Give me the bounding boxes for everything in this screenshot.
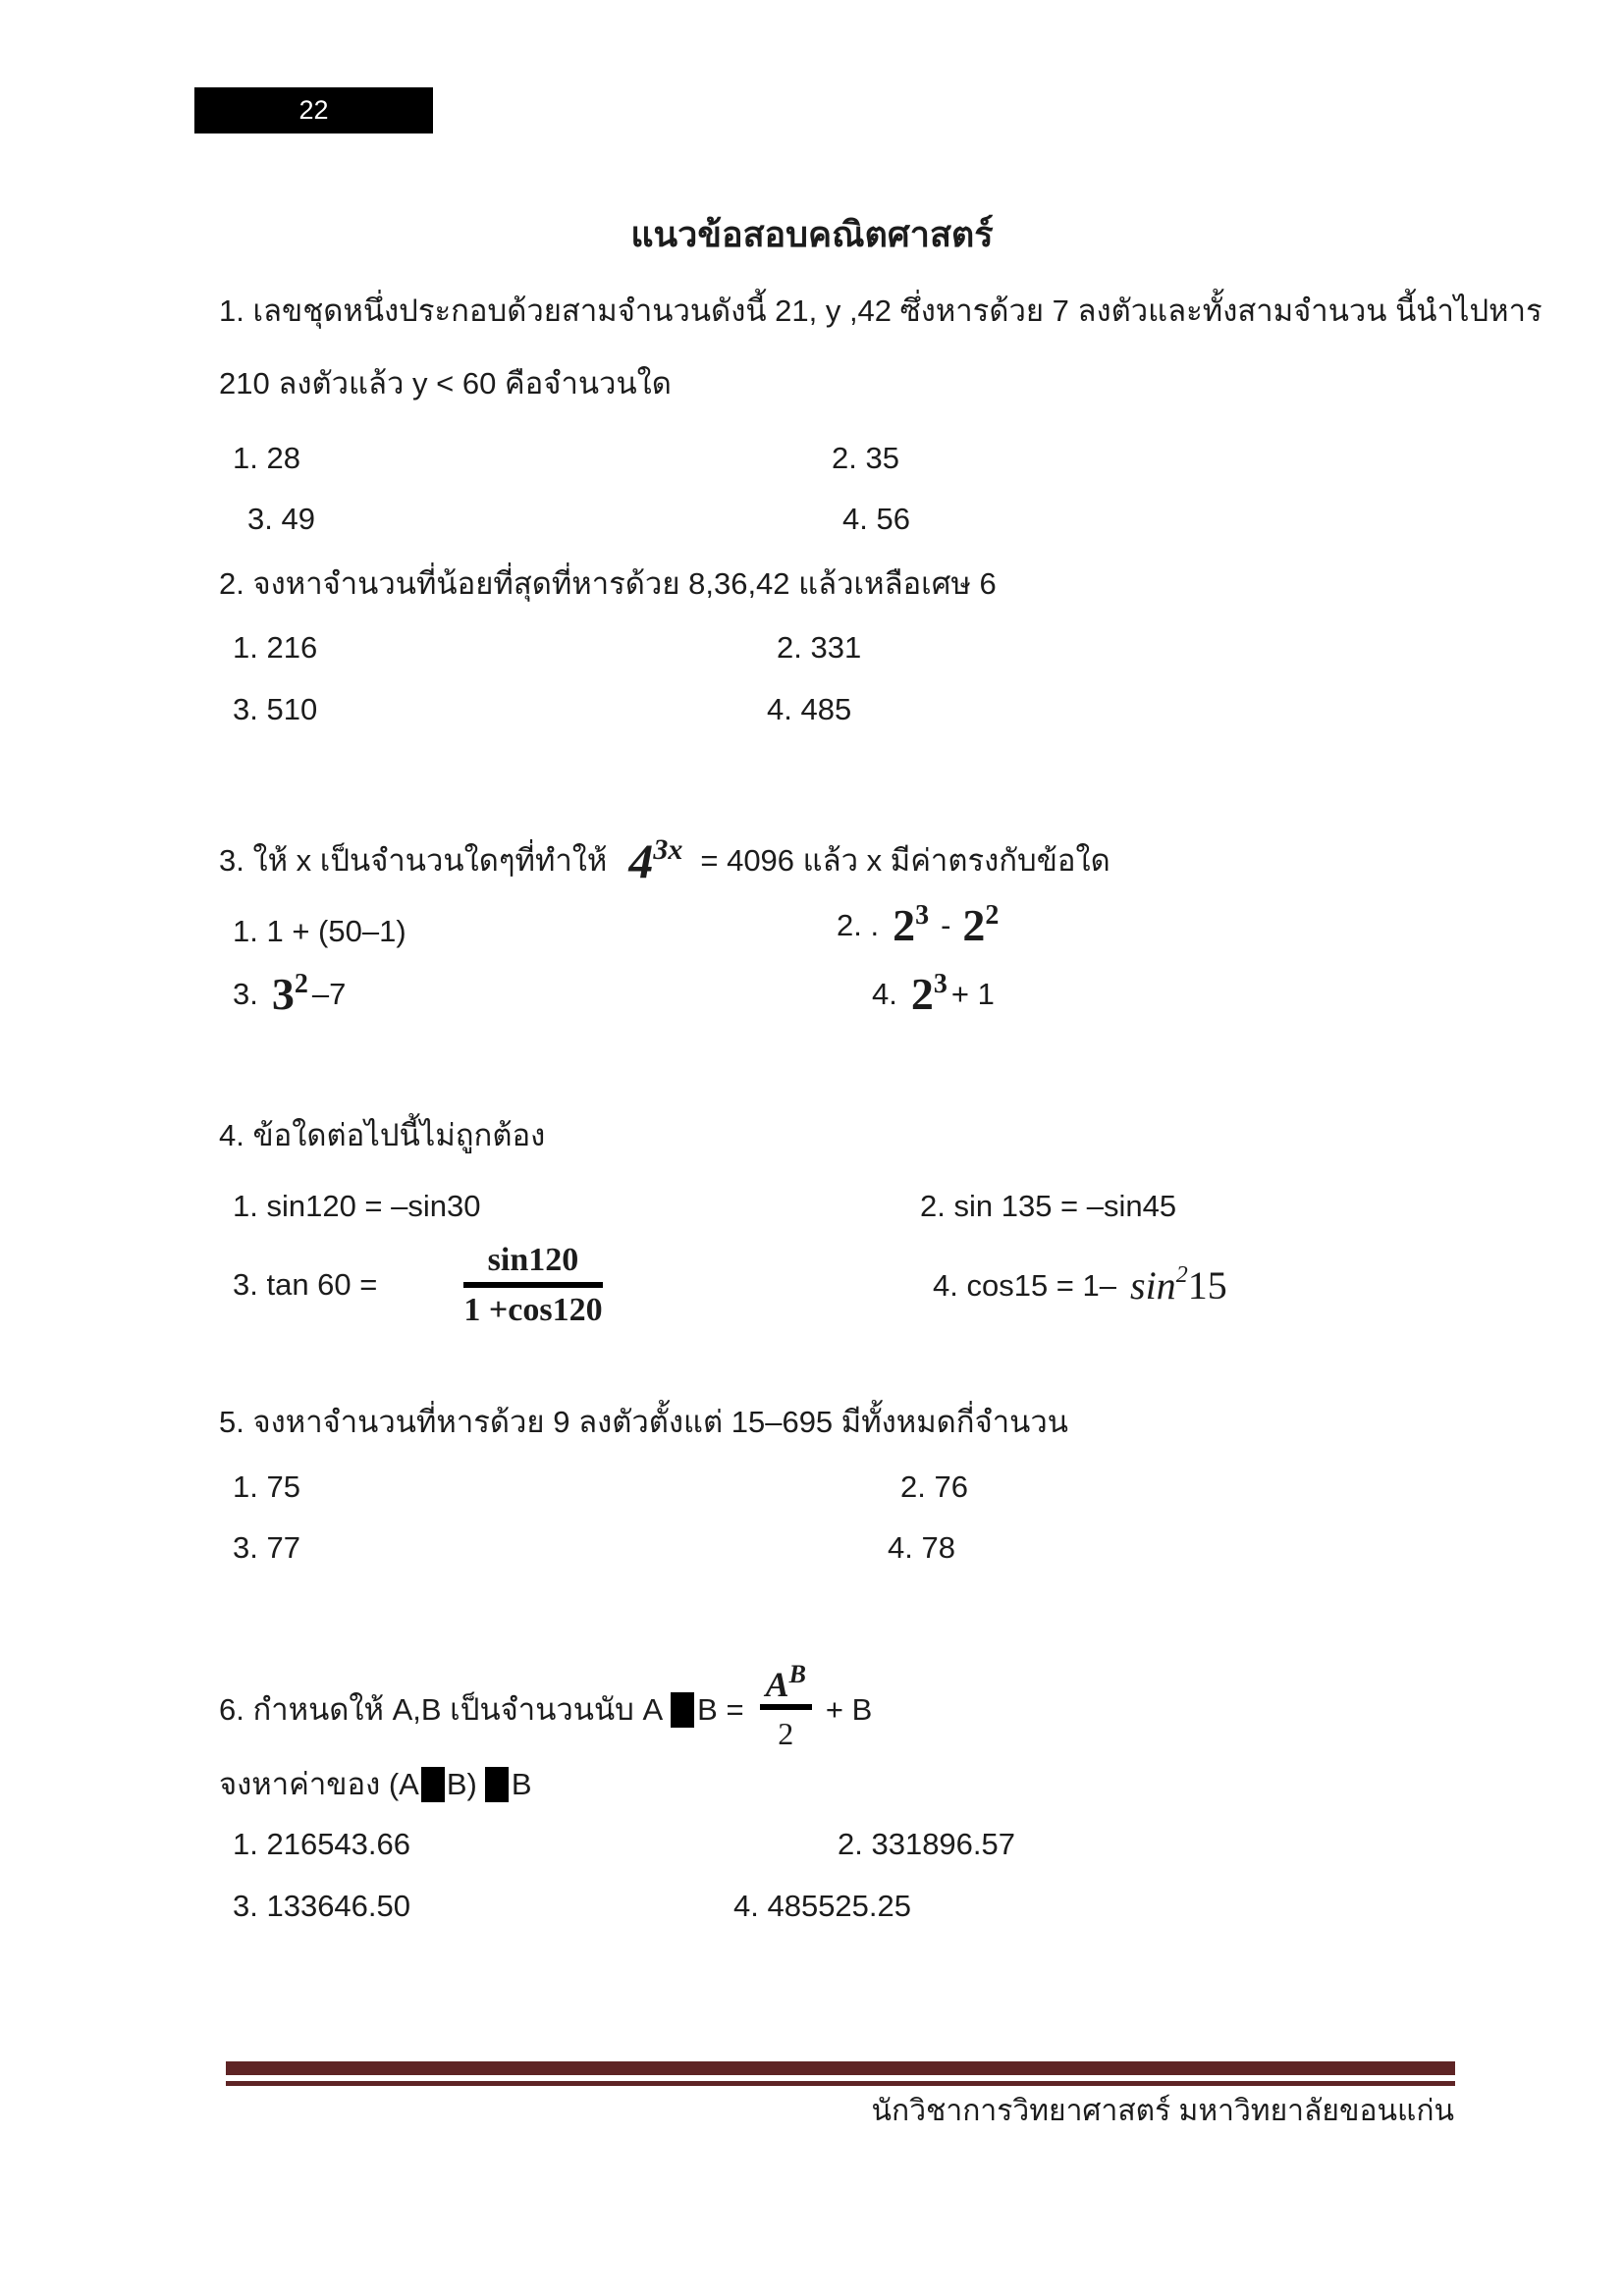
sin-squared-15: $\sin^215$ [1130, 1262, 1227, 1308]
question-3-choice-4: 4. $2^3$ + 1 [872, 968, 995, 1019]
question-6-choice-4: 4. 485525.25 [733, 1889, 912, 1923]
question-3-text [219, 823, 1110, 899]
question-4-choice-4: 4. cos15 = 1– $\sin^215$ [933, 1262, 1227, 1308]
question-2-choice-4: 4. 485 [767, 692, 852, 726]
question-1-text-line1: 1. เลขชุดหนึ่งประกอบด้วยสามจำนวนดังนี้ 21, y ,42 ซึ่งหารด้วย 7 ลงตัวและทั้งสามจำนวน นี้นำไปหาร [219, 294, 1543, 328]
question-3-pre: 3. ให้ x เป็นจำนวนใดๆที่ทำให้ [219, 842, 608, 878]
question-6-choice-3: 3. 133646.50 [233, 1889, 411, 1923]
question-2-choice-3: 3. 510 [233, 692, 318, 726]
question-5-text: 5. จงหาจำนวนที่หารด้วย 9 ลงตัวตั้งแต่ 15–695 มีทั้งหมดกี่จำนวน [219, 1405, 1068, 1439]
question-3-choice-2: 2. . $2^3$ - $2^2$ [837, 899, 1000, 950]
question-6-choice-2: 2. 331896.57 [838, 1827, 1016, 1861]
black-square-icon [485, 1767, 509, 1802]
page-number-box [194, 87, 433, 133]
power-2-3b: $2^3$ [910, 968, 947, 1019]
question-2-choice-2: 2. 331 [777, 630, 862, 665]
power-3-2: $3^2$ [271, 968, 308, 1019]
question-1-choice-3: 3. 49 [247, 502, 315, 536]
fraction-a-power-b-over-2: $\frac{A^B}{2}$ [760, 1667, 812, 1753]
question-5-choice-4: 4. 78 [888, 1530, 955, 1565]
question-5-choice-1: 1. 75 [233, 1469, 300, 1504]
page-number: 22 [298, 95, 329, 125]
question-1-choice-2: 2. 35 [832, 441, 899, 475]
fraction-sin120: $\frac{\sin 120}{1 +\cos 120}$ [463, 1241, 603, 1328]
question-3-choice-1: 1. 1 + (50–1) [233, 914, 406, 948]
question-4-choice-2: 2. sin 135 = –sin45 [920, 1189, 1177, 1223]
footer-rule-thick [226, 2061, 1455, 2075]
question-1-text-line2: 210 ลงตัวแล้ว y < 60 คือจำนวนใด [219, 366, 672, 400]
question-4-choice-3: 3. tan 60 = $\frac{\sin 120}{1 +\cos 120}$ [233, 1241, 603, 1328]
power-2-2: $2^2$ [962, 899, 1000, 950]
black-square-icon [671, 1692, 694, 1728]
black-square-icon [421, 1767, 445, 1802]
question-3-formula: $4^{3x}$ [628, 833, 683, 888]
question-1-choice-4: 4. 56 [842, 502, 910, 536]
question-3-post: = 4096 แล้ว x มีค่าตรงกับข้อใด [700, 842, 1110, 878]
question-5-choice-2: 2. 76 [900, 1469, 968, 1504]
question-3-choice-3: 3. $3^2$ –7 [233, 968, 347, 1019]
question-6-text-line1: 6. กำหนดให้ A,B เป็นจำนวนนับ A B = $\frac{A^B}{2}$ + B [219, 1659, 873, 1751]
question-2-text: 2. จงหาจำนวนที่น้อยที่สุดที่หารด้วย 8,36,42 แล้วเหลือเศษ 6 [219, 566, 997, 601]
question-2-choice-1: 1. 216 [233, 630, 318, 665]
footer-rule-thin [226, 2081, 1455, 2086]
question-6-choice-1: 1. 216543.66 [233, 1827, 411, 1861]
question-4-choice-1: 1. sin120 = –sin30 [233, 1189, 481, 1223]
question-4-text: 4. ข้อใดต่อไปนี้ไม่ถูกต้อง [219, 1118, 546, 1152]
footer-credit: นักวิชาการวิทยาศาสตร์ มหาวิทยาลัยขอนแก่น [871, 2095, 1454, 2127]
power-2-3: $2^3$ [893, 899, 930, 950]
page-title: แนวข้อสอบคณิตศาสตร์ [630, 214, 994, 254]
question-5-choice-3: 3. 77 [233, 1530, 300, 1565]
question-6-text-line2: จงหาค่าของ (A B) B [219, 1766, 532, 1801]
question-1-choice-1: 1. 28 [233, 441, 300, 475]
